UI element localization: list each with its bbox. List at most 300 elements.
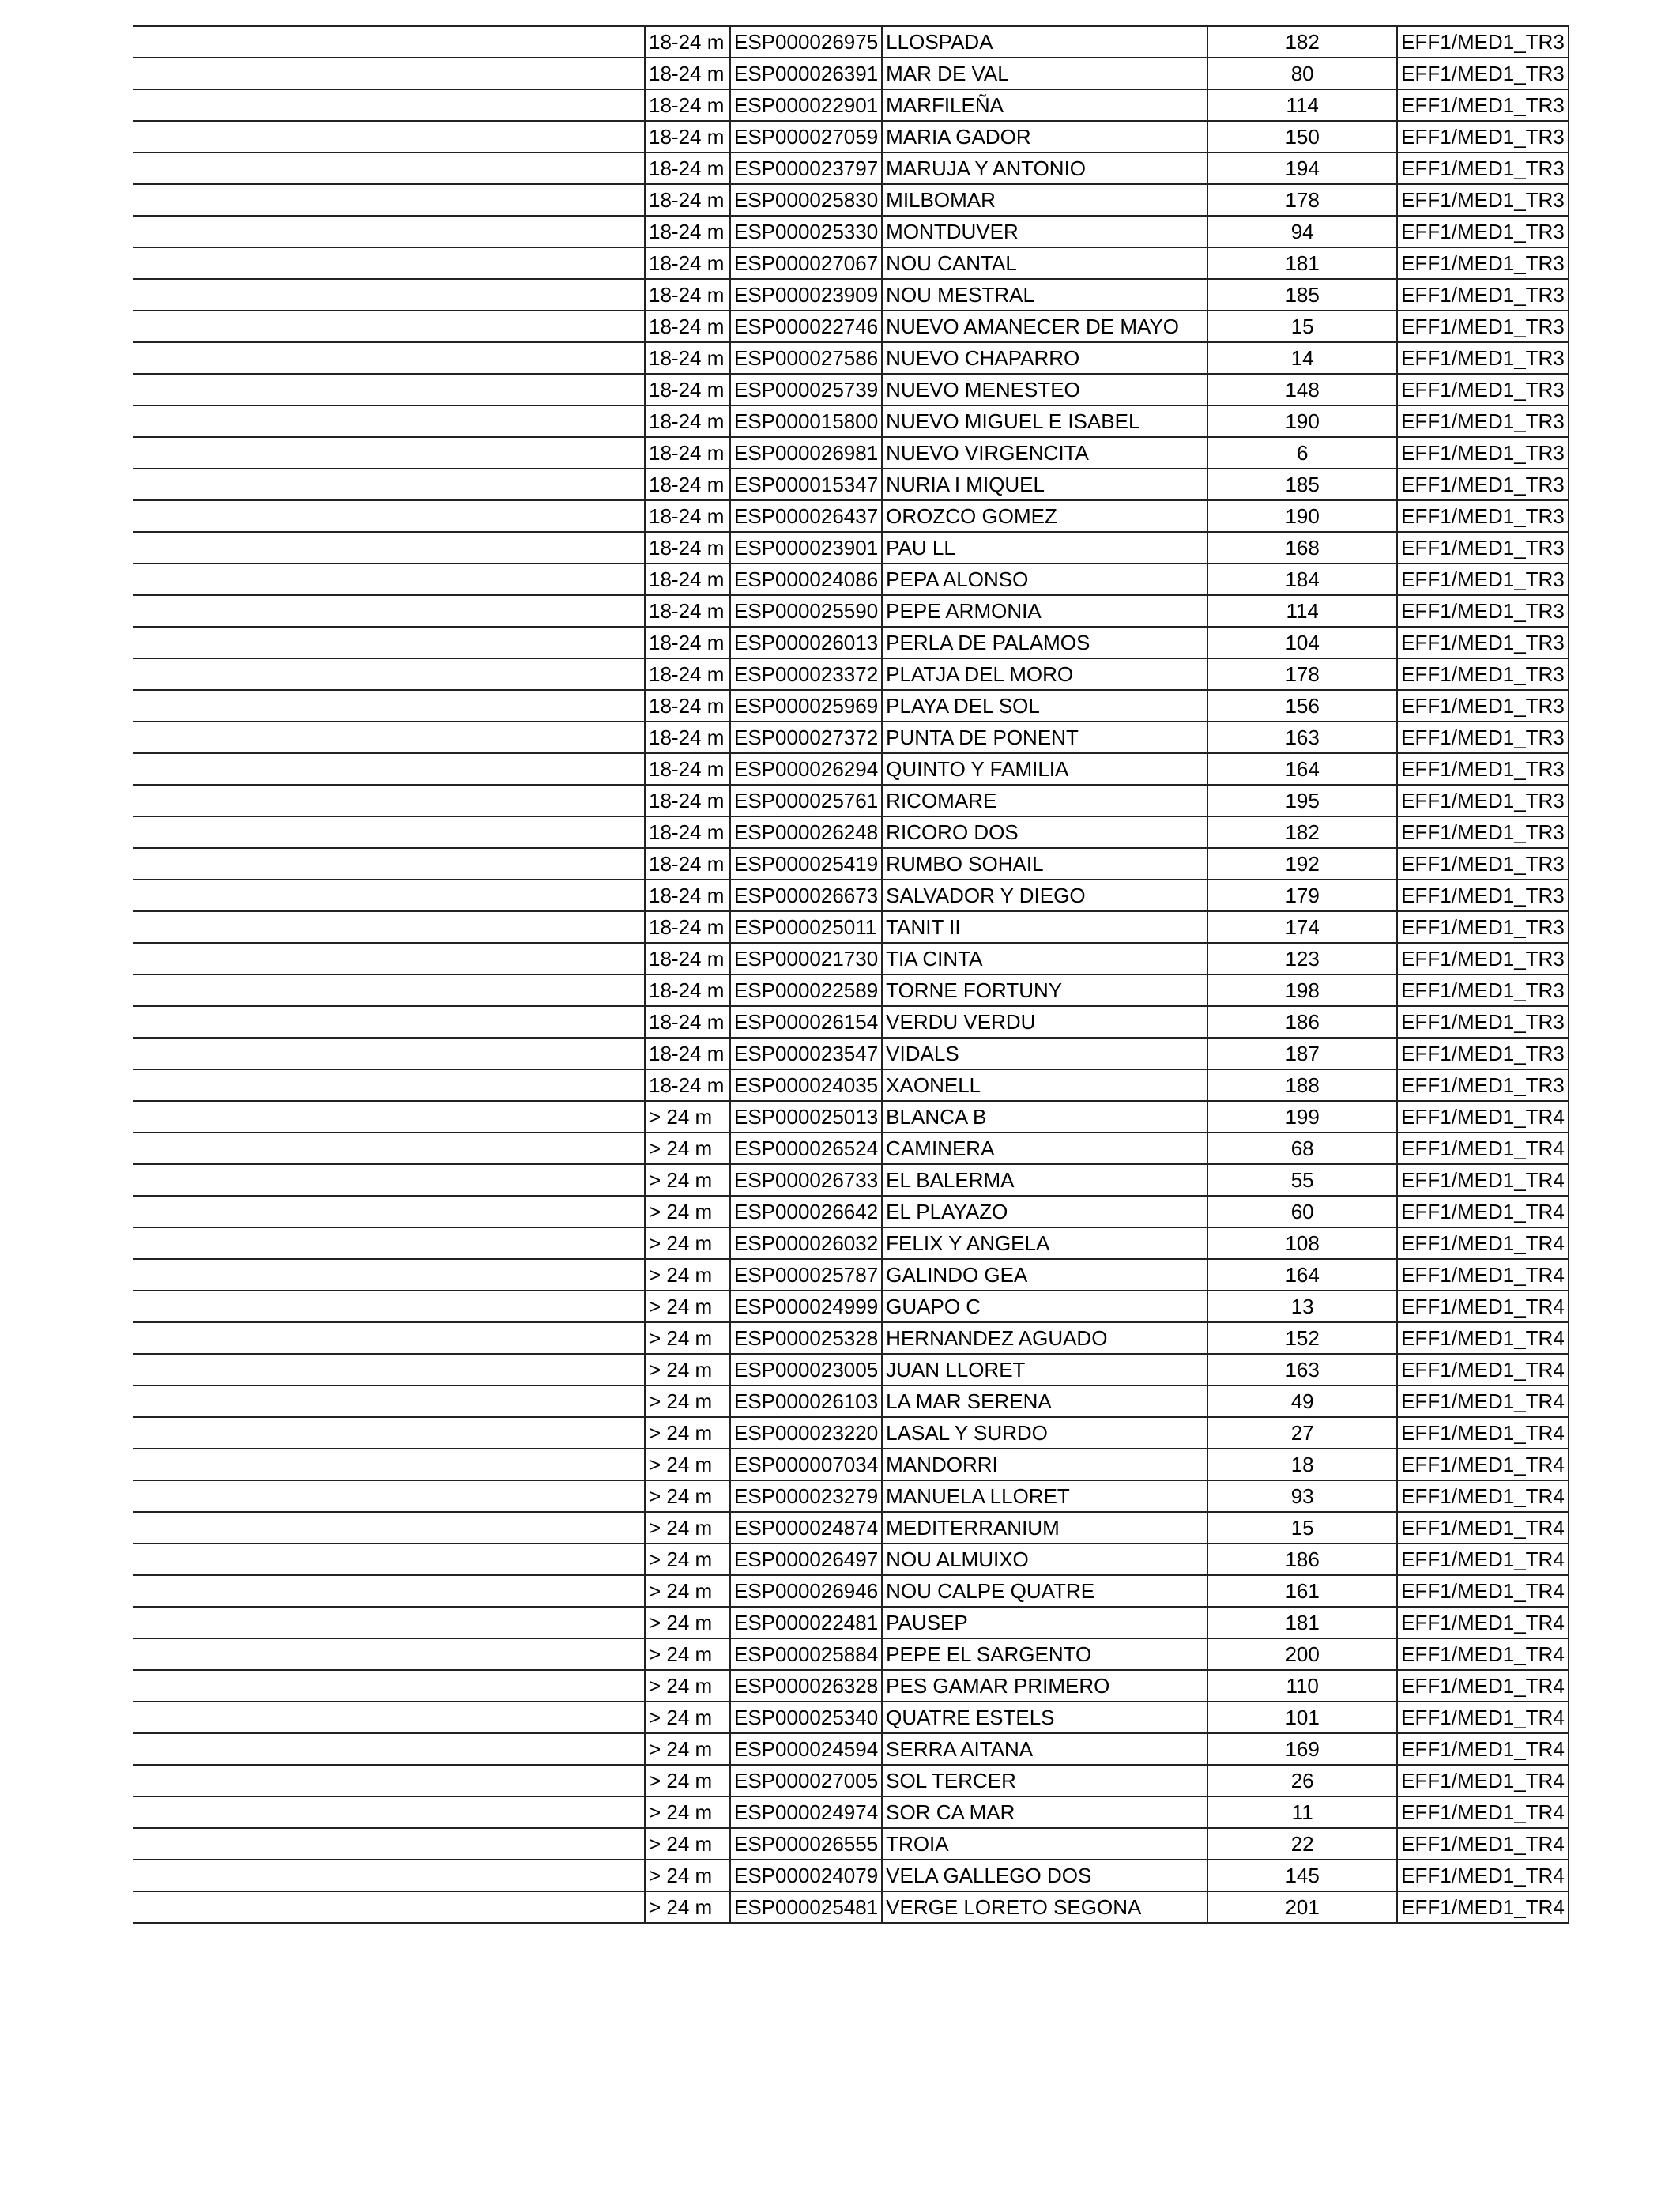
vessel-name-cell: PLAYA DEL SOL xyxy=(882,690,1207,722)
blank-cell xyxy=(133,216,645,247)
blank-cell xyxy=(133,153,645,184)
vessel-name-cell: MONTDUVER xyxy=(882,216,1207,247)
segment-cell: EFF1/MED1_TR3 xyxy=(1397,1069,1569,1101)
blank-cell xyxy=(133,753,645,785)
table-row xyxy=(133,1607,1569,1638)
table-row xyxy=(133,1638,1569,1670)
vessel-name-cell: PEPE ARMONIA xyxy=(882,595,1207,627)
vessel-code-cell: ESP000025761 xyxy=(730,785,882,816)
segment-cell: EFF1/MED1_TR3 xyxy=(1397,722,1569,753)
blank-cell xyxy=(133,1291,645,1322)
vessel-number-cell: 201 xyxy=(1207,1891,1397,1923)
vessel-number-cell: 60 xyxy=(1207,1196,1397,1227)
segment-cell: EFF1/MED1_TR3 xyxy=(1397,437,1569,469)
length-class-cell: > 24 m xyxy=(645,1796,730,1828)
table-row xyxy=(133,690,1569,722)
vessel-name-cell: MARFILEÑA xyxy=(882,89,1207,121)
length-class-cell: 18-24 m xyxy=(645,279,730,311)
vessel-name-cell: NUEVO VIRGENCITA xyxy=(882,437,1207,469)
vessel-code-cell: ESP000025884 xyxy=(730,1638,882,1670)
vessel-name-cell: NOU CANTAL xyxy=(882,247,1207,279)
table-row xyxy=(133,1860,1569,1891)
vessel-name-cell: PUNTA DE PONENT xyxy=(882,722,1207,753)
length-class-cell: 18-24 m xyxy=(645,153,730,184)
vessel-number-cell: 182 xyxy=(1207,816,1397,848)
vessel-number-cell: 80 xyxy=(1207,58,1397,89)
table-row xyxy=(133,1101,1569,1133)
vessel-name-cell: PAUSEP xyxy=(882,1607,1207,1638)
length-class-cell: > 24 m xyxy=(645,1607,730,1638)
vessel-number-cell: 185 xyxy=(1207,279,1397,311)
segment-cell: EFF1/MED1_TR4 xyxy=(1397,1164,1569,1196)
vessel-code-cell: ESP000025969 xyxy=(730,690,882,722)
vessel-name-cell: NUEVO MENESTEO xyxy=(882,374,1207,405)
blank-cell xyxy=(133,184,645,216)
vessel-name-cell: GUAPO C xyxy=(882,1291,1207,1322)
length-class-cell: > 24 m xyxy=(645,1449,730,1480)
segment-cell: EFF1/MED1_TR3 xyxy=(1397,1038,1569,1069)
blank-cell xyxy=(133,1133,645,1164)
vessel-code-cell: ESP000024594 xyxy=(730,1733,882,1765)
segment-cell: EFF1/MED1_TR3 xyxy=(1397,279,1569,311)
vessel-number-cell: 200 xyxy=(1207,1638,1397,1670)
blank-cell xyxy=(133,1038,645,1069)
vessel-number-cell: 15 xyxy=(1207,311,1397,342)
vessel-number-cell: 190 xyxy=(1207,405,1397,437)
segment-cell: EFF1/MED1_TR3 xyxy=(1397,121,1569,153)
segment-cell: EFF1/MED1_TR3 xyxy=(1397,911,1569,943)
vessel-code-cell: ESP000023909 xyxy=(730,279,882,311)
vessel-name-cell: MEDITERRANIUM xyxy=(882,1512,1207,1544)
blank-cell xyxy=(133,247,645,279)
vessel-name-cell: RUMBO SOHAIL xyxy=(882,848,1207,880)
vessel-name-cell: RICORO DOS xyxy=(882,816,1207,848)
vessel-name-cell: XAONELL xyxy=(882,1069,1207,1101)
segment-cell: EFF1/MED1_TR3 xyxy=(1397,627,1569,658)
vessel-number-cell: 174 xyxy=(1207,911,1397,943)
vessel-code-cell: ESP000026975 xyxy=(730,26,882,58)
length-class-cell: > 24 m xyxy=(645,1164,730,1196)
length-class-cell: 18-24 m xyxy=(645,690,730,722)
vessel-number-cell: 161 xyxy=(1207,1575,1397,1607)
table-row xyxy=(133,1227,1569,1259)
length-class-cell: 18-24 m xyxy=(645,247,730,279)
segment-cell: EFF1/MED1_TR3 xyxy=(1397,753,1569,785)
table-row xyxy=(133,848,1569,880)
segment-cell: EFF1/MED1_TR4 xyxy=(1397,1828,1569,1860)
length-class-cell: 18-24 m xyxy=(645,722,730,753)
table-row xyxy=(133,1796,1569,1828)
vessel-code-cell: ESP000027372 xyxy=(730,722,882,753)
vessel-code-cell: ESP000025590 xyxy=(730,595,882,627)
blank-cell xyxy=(133,1101,645,1133)
vessel-number-cell: 22 xyxy=(1207,1828,1397,1860)
vessel-code-cell: ESP000026946 xyxy=(730,1575,882,1607)
vessel-number-cell: 169 xyxy=(1207,1733,1397,1765)
table-row xyxy=(133,500,1569,532)
blank-cell xyxy=(133,595,645,627)
table-row xyxy=(133,1480,1569,1512)
blank-cell xyxy=(133,58,645,89)
length-class-cell: 18-24 m xyxy=(645,184,730,216)
vessel-number-cell: 186 xyxy=(1207,1006,1397,1038)
length-class-cell: 18-24 m xyxy=(645,342,730,374)
length-class-cell: > 24 m xyxy=(645,1733,730,1765)
segment-cell: EFF1/MED1_TR3 xyxy=(1397,564,1569,595)
length-class-cell: 18-24 m xyxy=(645,1038,730,1069)
vessel-number-cell: 156 xyxy=(1207,690,1397,722)
vessel-name-cell: MARUJA Y ANTONIO xyxy=(882,153,1207,184)
blank-cell xyxy=(133,1259,645,1291)
table-row xyxy=(133,1038,1569,1069)
length-class-cell: 18-24 m xyxy=(645,437,730,469)
length-class-cell: > 24 m xyxy=(645,1385,730,1417)
segment-cell: EFF1/MED1_TR3 xyxy=(1397,184,1569,216)
table-row xyxy=(133,722,1569,753)
blank-cell xyxy=(133,1575,645,1607)
segment-cell: EFF1/MED1_TR3 xyxy=(1397,153,1569,184)
length-class-cell: > 24 m xyxy=(645,1259,730,1291)
length-class-cell: > 24 m xyxy=(645,1891,730,1923)
vessel-code-cell: ESP000026103 xyxy=(730,1385,882,1417)
segment-cell: EFF1/MED1_TR3 xyxy=(1397,785,1569,816)
vessel-name-cell: RICOMARE xyxy=(882,785,1207,816)
blank-cell xyxy=(133,1006,645,1038)
segment-cell: EFF1/MED1_TR4 xyxy=(1397,1322,1569,1354)
blank-cell xyxy=(133,1196,645,1227)
vessel-code-cell: ESP000015347 xyxy=(730,469,882,500)
blank-cell xyxy=(133,1702,645,1733)
vessel-number-cell: 185 xyxy=(1207,469,1397,500)
vessel-number-cell: 26 xyxy=(1207,1765,1397,1796)
table-row xyxy=(133,26,1569,58)
length-class-cell: 18-24 m xyxy=(645,58,730,89)
vessel-code-cell: ESP000024874 xyxy=(730,1512,882,1544)
length-class-cell: > 24 m xyxy=(645,1670,730,1702)
vessel-name-cell: SERRA AITANA xyxy=(882,1733,1207,1765)
vessel-number-cell: 18 xyxy=(1207,1449,1397,1480)
table-row xyxy=(133,216,1569,247)
blank-cell xyxy=(133,1796,645,1828)
table-row xyxy=(133,1512,1569,1544)
segment-cell: EFF1/MED1_TR3 xyxy=(1397,532,1569,564)
vessel-number-cell: 49 xyxy=(1207,1385,1397,1417)
length-class-cell: 18-24 m xyxy=(645,405,730,437)
blank-cell xyxy=(133,121,645,153)
length-class-cell: > 24 m xyxy=(645,1702,730,1733)
vessel-code-cell: ESP000025739 xyxy=(730,374,882,405)
vessel-table-body xyxy=(133,26,1569,1923)
blank-cell xyxy=(133,1544,645,1575)
vessel-number-cell: 110 xyxy=(1207,1670,1397,1702)
vessel-number-cell: 15 xyxy=(1207,1512,1397,1544)
vessel-name-cell: VIDALS xyxy=(882,1038,1207,1069)
vessel-number-cell: 13 xyxy=(1207,1291,1397,1322)
segment-cell: EFF1/MED1_TR3 xyxy=(1397,658,1569,690)
vessel-code-cell: ESP000007034 xyxy=(730,1449,882,1480)
vessel-table xyxy=(133,25,1569,1924)
blank-cell xyxy=(133,26,645,58)
vessel-number-cell: 194 xyxy=(1207,153,1397,184)
segment-cell: EFF1/MED1_TR4 xyxy=(1397,1670,1569,1702)
length-class-cell: 18-24 m xyxy=(645,595,730,627)
vessel-name-cell: VELA GALLEGO DOS xyxy=(882,1860,1207,1891)
vessel-number-cell: 14 xyxy=(1207,342,1397,374)
segment-cell: EFF1/MED1_TR3 xyxy=(1397,89,1569,121)
length-class-cell: 18-24 m xyxy=(645,469,730,500)
vessel-name-cell: LLOSPADA xyxy=(882,26,1207,58)
vessel-number-cell: 179 xyxy=(1207,880,1397,911)
blank-cell xyxy=(133,1638,645,1670)
blank-cell xyxy=(133,816,645,848)
vessel-name-cell: MANUELA LLORET xyxy=(882,1480,1207,1512)
blank-cell xyxy=(133,532,645,564)
segment-cell: EFF1/MED1_TR4 xyxy=(1397,1575,1569,1607)
blank-cell xyxy=(133,1417,645,1449)
length-class-cell: > 24 m xyxy=(645,1828,730,1860)
blank-cell xyxy=(133,279,645,311)
vessel-code-cell: ESP000024999 xyxy=(730,1291,882,1322)
segment-cell: EFF1/MED1_TR3 xyxy=(1397,816,1569,848)
segment-cell: EFF1/MED1_TR3 xyxy=(1397,342,1569,374)
blank-cell xyxy=(133,89,645,121)
vessel-name-cell: MAR DE VAL xyxy=(882,58,1207,89)
vessel-code-cell: ESP000025419 xyxy=(730,848,882,880)
segment-cell: EFF1/MED1_TR4 xyxy=(1397,1227,1569,1259)
vessel-code-cell: ESP000026294 xyxy=(730,753,882,785)
table-row xyxy=(133,1702,1569,1733)
vessel-number-cell: 108 xyxy=(1207,1227,1397,1259)
table-row xyxy=(133,342,1569,374)
table-row xyxy=(133,121,1569,153)
vessel-number-cell: 11 xyxy=(1207,1796,1397,1828)
segment-cell: EFF1/MED1_TR4 xyxy=(1397,1765,1569,1796)
blank-cell xyxy=(133,1322,645,1354)
vessel-code-cell: ESP000023547 xyxy=(730,1038,882,1069)
vessel-name-cell: NUEVO MIGUEL E ISABEL xyxy=(882,405,1207,437)
vessel-code-cell: ESP000026642 xyxy=(730,1196,882,1227)
blank-cell xyxy=(133,1860,645,1891)
vessel-name-cell: QUINTO Y FAMILIA xyxy=(882,753,1207,785)
vessel-code-cell: ESP000026673 xyxy=(730,880,882,911)
blank-cell xyxy=(133,880,645,911)
vessel-name-cell: TROIA xyxy=(882,1828,1207,1860)
length-class-cell: > 24 m xyxy=(645,1291,730,1322)
segment-cell: EFF1/MED1_TR4 xyxy=(1397,1733,1569,1765)
vessel-number-cell: 101 xyxy=(1207,1702,1397,1733)
table-row xyxy=(133,1765,1569,1796)
vessel-name-cell: PAU LL xyxy=(882,532,1207,564)
vessel-name-cell: NOU MESTRAL xyxy=(882,279,1207,311)
table-row xyxy=(133,247,1569,279)
segment-cell: EFF1/MED1_TR4 xyxy=(1397,1449,1569,1480)
vessel-name-cell: TIA CINTA xyxy=(882,943,1207,974)
length-class-cell: 18-24 m xyxy=(645,564,730,595)
length-class-cell: > 24 m xyxy=(645,1860,730,1891)
table-row xyxy=(133,1259,1569,1291)
vessel-name-cell: NOU CALPE QUATRE xyxy=(882,1575,1207,1607)
vessel-code-cell: ESP000025328 xyxy=(730,1322,882,1354)
blank-cell xyxy=(133,374,645,405)
segment-cell: EFF1/MED1_TR4 xyxy=(1397,1133,1569,1164)
blank-cell xyxy=(133,1385,645,1417)
blank-cell xyxy=(133,1512,645,1544)
blank-cell xyxy=(133,469,645,500)
vessel-number-cell: 192 xyxy=(1207,848,1397,880)
vessel-name-cell: CAMINERA xyxy=(882,1133,1207,1164)
segment-cell: EFF1/MED1_TR4 xyxy=(1397,1417,1569,1449)
segment-cell: EFF1/MED1_TR4 xyxy=(1397,1544,1569,1575)
length-class-cell: > 24 m xyxy=(645,1417,730,1449)
length-class-cell: 18-24 m xyxy=(645,974,730,1006)
table-row xyxy=(133,1354,1569,1385)
vessel-code-cell: ESP000024086 xyxy=(730,564,882,595)
vessel-number-cell: 186 xyxy=(1207,1544,1397,1575)
segment-cell: EFF1/MED1_TR4 xyxy=(1397,1291,1569,1322)
vessel-code-cell: ESP000026555 xyxy=(730,1828,882,1860)
vessel-code-cell: ESP000026032 xyxy=(730,1227,882,1259)
vessel-number-cell: 181 xyxy=(1207,247,1397,279)
table-row xyxy=(133,658,1569,690)
vessel-code-cell: ESP000023005 xyxy=(730,1354,882,1385)
vessel-name-cell: LASAL Y SURDO xyxy=(882,1417,1207,1449)
vessel-code-cell: ESP000026437 xyxy=(730,500,882,532)
blank-cell xyxy=(133,500,645,532)
blank-cell xyxy=(133,1069,645,1101)
vessel-number-cell: 123 xyxy=(1207,943,1397,974)
blank-cell xyxy=(133,1164,645,1196)
blank-cell xyxy=(133,1670,645,1702)
blank-cell xyxy=(133,1480,645,1512)
table-row xyxy=(133,880,1569,911)
vessel-name-cell: TORNE FORTUNY xyxy=(882,974,1207,1006)
vessel-number-cell: 168 xyxy=(1207,532,1397,564)
vessel-code-cell: ESP000021730 xyxy=(730,943,882,974)
segment-cell: EFF1/MED1_TR3 xyxy=(1397,26,1569,58)
blank-cell xyxy=(133,848,645,880)
vessel-code-cell: ESP000024974 xyxy=(730,1796,882,1828)
vessel-number-cell: 198 xyxy=(1207,974,1397,1006)
table-row xyxy=(133,58,1569,89)
table-row xyxy=(133,1133,1569,1164)
vessel-code-cell: ESP000024079 xyxy=(730,1860,882,1891)
vessel-name-cell: NUEVO AMANECER DE MAYO xyxy=(882,311,1207,342)
vessel-code-cell: ESP000025481 xyxy=(730,1891,882,1923)
length-class-cell: > 24 m xyxy=(645,1480,730,1512)
vessel-code-cell: ESP000025787 xyxy=(730,1259,882,1291)
vessel-number-cell: 182 xyxy=(1207,26,1397,58)
vessel-number-cell: 188 xyxy=(1207,1069,1397,1101)
table-row xyxy=(133,816,1569,848)
segment-cell: EFF1/MED1_TR3 xyxy=(1397,247,1569,279)
segment-cell: EFF1/MED1_TR4 xyxy=(1397,1860,1569,1891)
table-row xyxy=(133,785,1569,816)
vessel-number-cell: 148 xyxy=(1207,374,1397,405)
table-row xyxy=(133,311,1569,342)
blank-cell xyxy=(133,1354,645,1385)
vessel-number-cell: 150 xyxy=(1207,121,1397,153)
vessel-name-cell: EL PLAYAZO xyxy=(882,1196,1207,1227)
vessel-number-cell: 199 xyxy=(1207,1101,1397,1133)
blank-cell xyxy=(133,627,645,658)
vessel-code-cell: ESP000022901 xyxy=(730,89,882,121)
segment-cell: EFF1/MED1_TR4 xyxy=(1397,1638,1569,1670)
table-row xyxy=(133,1544,1569,1575)
length-class-cell: > 24 m xyxy=(645,1638,730,1670)
vessel-name-cell: PERLA DE PALAMOS xyxy=(882,627,1207,658)
segment-cell: EFF1/MED1_TR3 xyxy=(1397,469,1569,500)
segment-cell: EFF1/MED1_TR4 xyxy=(1397,1796,1569,1828)
vessel-code-cell: ESP000027059 xyxy=(730,121,882,153)
vessel-name-cell: HERNANDEZ AGUADO xyxy=(882,1322,1207,1354)
table-row xyxy=(133,943,1569,974)
table-row xyxy=(133,279,1569,311)
length-class-cell: 18-24 m xyxy=(645,532,730,564)
blank-cell xyxy=(133,437,645,469)
length-class-cell: 18-24 m xyxy=(645,658,730,690)
table-row xyxy=(133,1196,1569,1227)
vessel-number-cell: 178 xyxy=(1207,184,1397,216)
vessel-code-cell: ESP000026154 xyxy=(730,1006,882,1038)
table-row xyxy=(133,753,1569,785)
vessel-number-cell: 94 xyxy=(1207,216,1397,247)
vessel-code-cell: ESP000023372 xyxy=(730,658,882,690)
length-class-cell: > 24 m xyxy=(645,1196,730,1227)
length-class-cell: > 24 m xyxy=(645,1544,730,1575)
table-row xyxy=(133,437,1569,469)
vessel-name-cell: MILBOMAR xyxy=(882,184,1207,216)
segment-cell: EFF1/MED1_TR3 xyxy=(1397,848,1569,880)
vessel-name-cell: OROZCO GOMEZ xyxy=(882,500,1207,532)
segment-cell: EFF1/MED1_TR3 xyxy=(1397,690,1569,722)
table-row xyxy=(133,1006,1569,1038)
vessel-name-cell: SOR CA MAR xyxy=(882,1796,1207,1828)
vessel-code-cell: ESP000026733 xyxy=(730,1164,882,1196)
vessel-number-cell: 27 xyxy=(1207,1417,1397,1449)
blank-cell xyxy=(133,564,645,595)
blank-cell xyxy=(133,974,645,1006)
blank-cell xyxy=(133,911,645,943)
table-row xyxy=(133,1322,1569,1354)
blank-cell xyxy=(133,690,645,722)
vessel-number-cell: 163 xyxy=(1207,722,1397,753)
vessel-code-cell: ESP000027067 xyxy=(730,247,882,279)
vessel-code-cell: ESP000026524 xyxy=(730,1133,882,1164)
vessel-code-cell: ESP000025013 xyxy=(730,1101,882,1133)
table-row xyxy=(133,1575,1569,1607)
vessel-name-cell: BLANCA B xyxy=(882,1101,1207,1133)
segment-cell: EFF1/MED1_TR4 xyxy=(1397,1702,1569,1733)
vessel-name-cell: SALVADOR Y DIEGO xyxy=(882,880,1207,911)
segment-cell: EFF1/MED1_TR3 xyxy=(1397,500,1569,532)
length-class-cell: 18-24 m xyxy=(645,1069,730,1101)
segment-cell: EFF1/MED1_TR4 xyxy=(1397,1512,1569,1544)
vessel-code-cell: ESP000025830 xyxy=(730,184,882,216)
blank-cell xyxy=(133,1733,645,1765)
vessel-number-cell: 164 xyxy=(1207,1259,1397,1291)
vessel-name-cell: MANDORRI xyxy=(882,1449,1207,1480)
vessel-number-cell: 6 xyxy=(1207,437,1397,469)
length-class-cell: 18-24 m xyxy=(645,848,730,880)
vessel-code-cell: ESP000023279 xyxy=(730,1480,882,1512)
vessel-code-cell: ESP000027005 xyxy=(730,1765,882,1796)
blank-cell xyxy=(133,658,645,690)
segment-cell: EFF1/MED1_TR4 xyxy=(1397,1196,1569,1227)
table-row xyxy=(133,1291,1569,1322)
blank-cell xyxy=(133,1891,645,1923)
vessel-code-cell: ESP000022589 xyxy=(730,974,882,1006)
vessel-number-cell: 163 xyxy=(1207,1354,1397,1385)
